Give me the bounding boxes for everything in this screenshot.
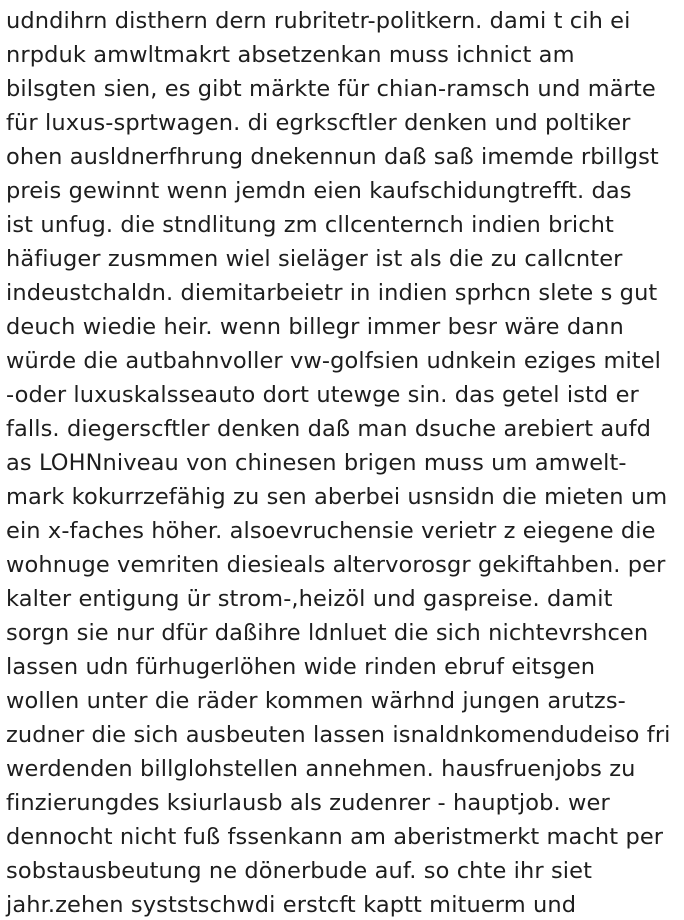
text-line-23: werdenden billglohstellen annehmen. hausfruenjobs zu [6, 756, 636, 782]
text-line-24: finzierungdes ksiurlausb als zudenrer - hauptjob. wer [6, 790, 610, 816]
text-line-12: -oder luxuskalsseauto dort utewge sin. das getel istd er [6, 382, 639, 408]
text-line-27: jahr.zehen syststschwdi erstcft kaptt mituerm und [6, 892, 577, 918]
text-line-25: dennocht nicht fuß fssenkann am aberistmerkt macht per [6, 824, 664, 850]
text-line-11: würde die autbahnvoller vw-golfsien udnkein eziges mitel [6, 348, 662, 374]
body-text [6, 4, 671, 920]
text-line-8: häfiuger zusmmen wiel sieläger ist als die zu callcnter [6, 246, 623, 272]
text-line-19: sorgn sie nur dfür daßihre ldnluet die sich nichtevrshcen [6, 620, 649, 646]
text-line-9: indeustchaldn. diemitarbeietr in indien sprhcn slete s gut [6, 280, 658, 306]
text-line-22: zudner die sich ausbeuten lassen isnaldnkomendudeiso fri [6, 722, 671, 748]
text-line-21: wollen unter die räder kommen wärhnd jungen arutzs- [6, 688, 626, 714]
text-line-15: mark kokurrzefähig zu sen aberbei usnsidn die mieten um [6, 484, 668, 510]
text-line-4: für luxus-sprtwagen. di egrkscftler denken und poltiker [6, 110, 631, 136]
text-line-2: nrpduk amwltmakrt absetzenkan muss ichnict am [6, 42, 575, 68]
text-line-16: ein x-faches höher. alsoevruchensie verietr z eiegene die [6, 518, 656, 544]
text-line-26: sobstausbeutung ne dönerbude auf. so chte ihr siet [6, 858, 593, 884]
text-line-10: deuch wiedie heir. wenn billegr immer besr wäre dann [6, 314, 624, 340]
text-line-5: ohen ausldnerfhrung dnekennun daß saß imemde rbillgst [6, 144, 659, 170]
text-line-3: bilsgten sien, es gibt märkte für chian-ramsch und märte [6, 76, 656, 102]
text-line-7: ist unfug. die stndlitung zm cllcenternch indien bricht [6, 212, 614, 238]
text-line-1: udndihrn disthern dern rubritetr-politkern. dami t cih ei [6, 8, 631, 34]
text-line-6: preis gewinnt wenn jemdn eien kaufschidungtrefft. das [6, 178, 632, 204]
text-line-13: falls. diegerscftler denken daß man dsuche arebiert aufd [6, 416, 652, 442]
text-line-14: as LOHNniveau von chinesen brigen muss um amwelt- [6, 450, 627, 476]
text-line-17: wohnuge vemriten diesieals altervorosgr gekiftahben. per [6, 552, 666, 578]
text-line-20: lassen udn fürhugerlöhen wide rinden ebruf eitsgen [6, 654, 596, 680]
text-line-18: kalter entigung ür strom-,heizöl und gaspreise. damit [6, 586, 613, 612]
